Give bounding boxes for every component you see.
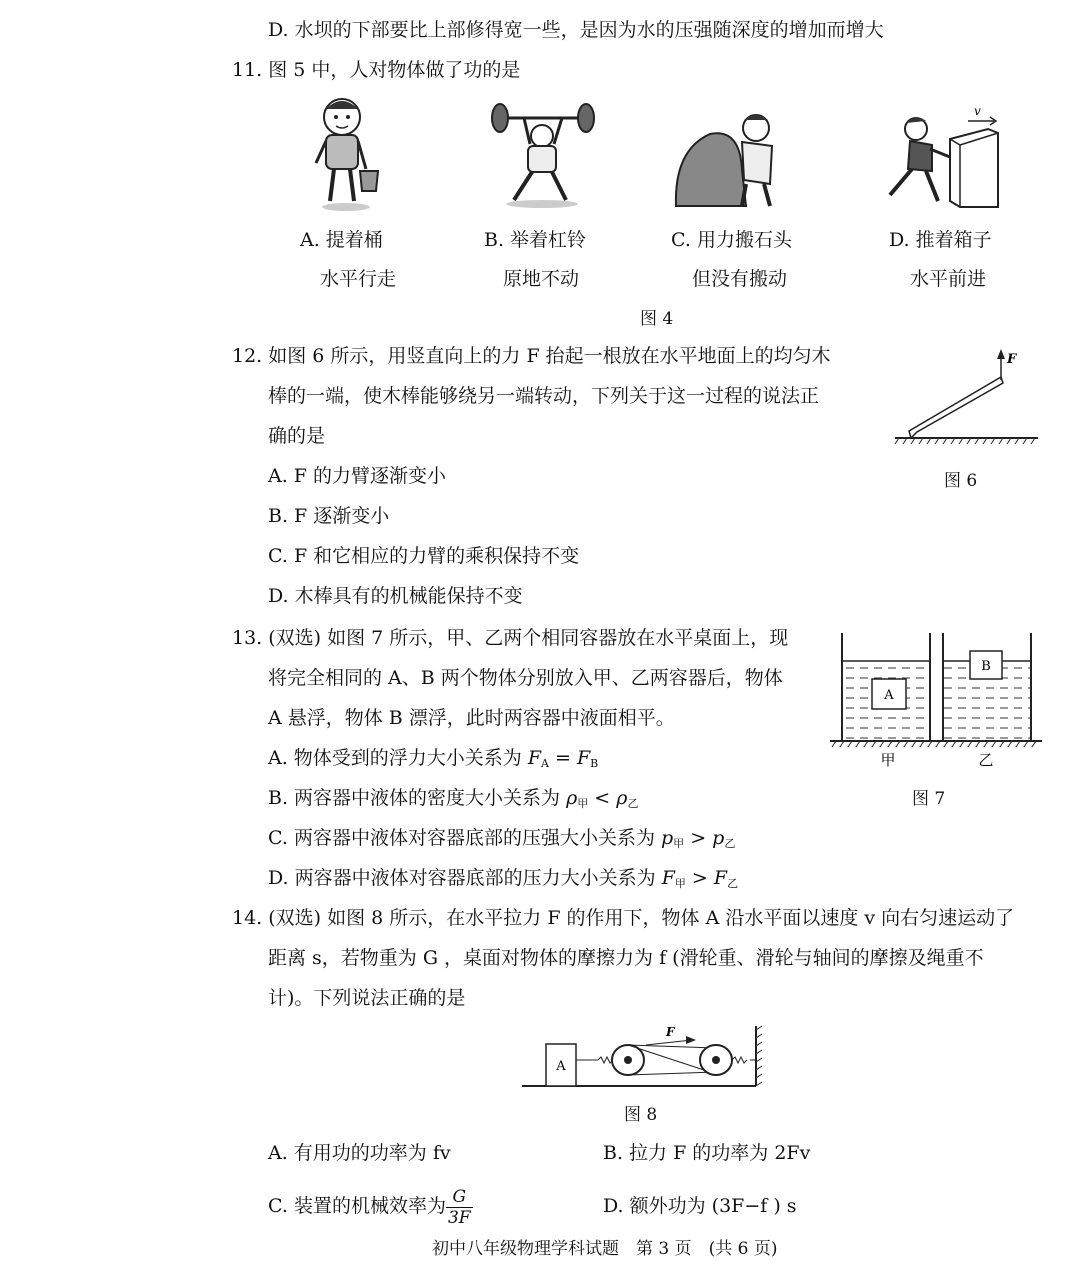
q12-option-b: B. F 逐渐变小 (268, 505, 390, 527)
q11-option-a-line1: A. 提着桶 (300, 229, 383, 251)
q11-option-a-line2: 水平行走 (320, 268, 397, 290)
q12-stem-line2: 棒的一端，使木棒能够绕另一端转动，下列关于这一过程的说法正 (268, 385, 820, 407)
figure-8-caption: 图 8 (624, 1105, 658, 1125)
q13-option-d: D. 两容器中液体对容器底部的压力大小关系为 $F_甲 > F_乙$ (268, 867, 739, 890)
page-footer: 初中八年级物理学科试题 第 3 页 (共 6 页) (432, 1239, 778, 1259)
object-a-label: A (884, 688, 894, 703)
q11-option-b-line2: 原地不动 (503, 268, 580, 290)
figure-6-rod-diagram (895, 345, 1045, 450)
q13-option-c: C. 两容器中液体对容器底部的压强大小关系为 $p_甲 > p_乙$ (268, 827, 736, 850)
container-yi-label: 乙 (978, 751, 994, 769)
figure-7-caption: 图 7 (912, 789, 946, 809)
q13-stem-line2: 将完全相同的 A、B 两个物体分别放入甲、乙两容器后，物体 (268, 667, 783, 689)
q11-option-b-line1: B. 举着杠铃 (484, 229, 587, 251)
object-b-label: B (981, 659, 991, 674)
person-moving-rock-illustration (670, 110, 785, 210)
q14-stem-line1: 14. (双选) 如图 8 所示，在水平拉力 F 的作用下，物体 A 沿水平面以速度 v 向右匀速运动了 (232, 907, 1015, 929)
figure-7-containers-diagram (830, 633, 1045, 773)
q12-option-a: A. F 的力臂逐渐变小 (268, 465, 447, 487)
q14-option-b: B. 拉力 F 的功率为 2Fv (603, 1142, 811, 1164)
q14-option-c: C. 装置的机械效率为 $\frac{G}{3F}$ (268, 1186, 471, 1228)
q13-option-b: B. 两容器中液体的密度大小关系为 $\rho_甲 < \rho_乙$ (268, 787, 639, 810)
figure-6-force-label: F (1007, 352, 1017, 367)
q11-option-c-line1: C. 用力搬石头 (671, 229, 792, 251)
figure-4-caption: 图 4 (640, 309, 674, 329)
person-pushing-box-illustration (876, 105, 1006, 215)
person-carrying-bucket-illustration (300, 95, 400, 215)
container-jia-label: 甲 (880, 751, 896, 769)
q14-option-a: A. 有用功的功率为 fv (268, 1142, 451, 1164)
q14-stem-line3: 计)。下列说法正确的是 (268, 987, 466, 1009)
efficiency-fraction: $\frac{G}{3F}$ (447, 1186, 471, 1228)
velocity-label: v (974, 104, 981, 118)
q11-option-d-line2: 水平前进 (910, 268, 987, 290)
q11-stem: 11. 图 5 中，人对物体做了功的是 (232, 59, 521, 81)
q14-option-d: D. 额外功为 (3F−f ) s (603, 1195, 797, 1217)
q12-stem-line3: 确的是 (268, 425, 326, 447)
q13-stem-line1: 13. (双选) 如图 7 所示，甲、乙两个相同容器放在水平桌面上，现 (232, 627, 789, 649)
q12-option-d: D. 木棒具有的机械能保持不变 (268, 585, 523, 607)
person-lifting-barbell-illustration (488, 100, 598, 212)
figure-8-block-label: A (556, 1059, 566, 1074)
q13-option-a: A. 物体受到的浮力大小关系为 $F_A = F_B$ (268, 747, 599, 770)
q12-stem-line1: 12. 如图 6 所示，用竖直向上的力 F 抬起一根放在水平地面上的均匀木 (232, 345, 831, 367)
q12-option-c: C. F 和它相应的力臂的乘积保持不变 (268, 545, 580, 567)
figure-8-pulley-diagram (520, 1022, 765, 1094)
q11-option-d-line1: D. 推着箱子 (889, 229, 992, 251)
q11-option-c-line2: 但没有搬动 (692, 268, 788, 290)
q14-stem-line2: 距离 s，若物重为 G ，桌面对物体的摩擦力为 f (滑轮重、滑轮与轴间的摩擦及绳重不 (268, 947, 984, 969)
q10-option-d: D. 水坝的下部要比上部修得宽一些，是因为水的压强随深度的增加而增大 (268, 19, 884, 41)
figure-6-caption: 图 6 (944, 471, 978, 491)
q13-stem-line3: A 悬浮，物体 B 漂浮，此时两容器中液面相平。 (268, 707, 675, 729)
figure-8-force-label: F (666, 1025, 675, 1039)
